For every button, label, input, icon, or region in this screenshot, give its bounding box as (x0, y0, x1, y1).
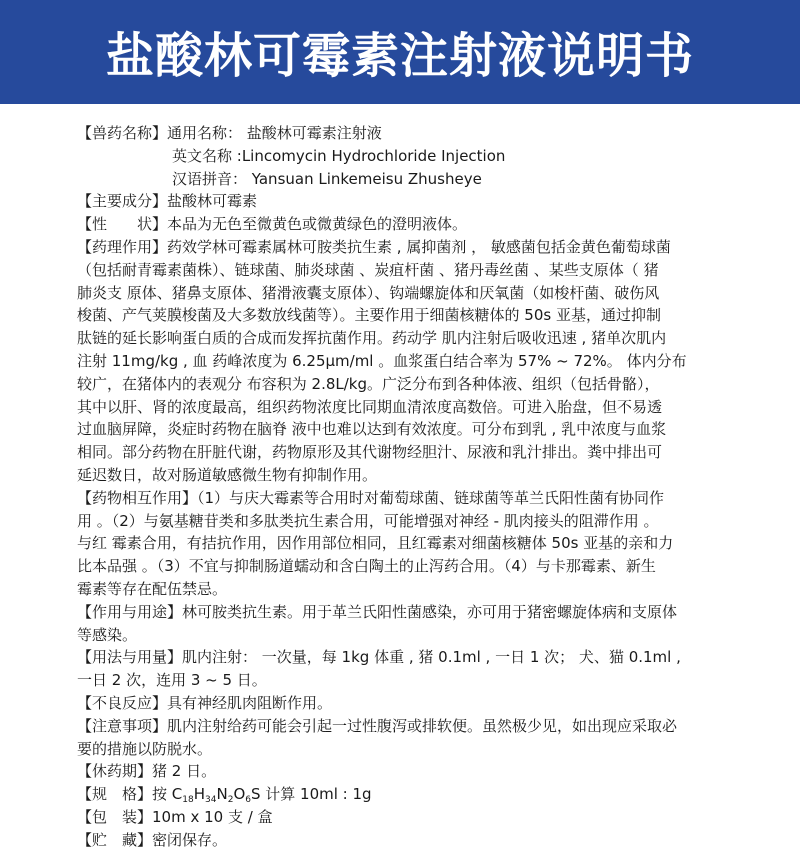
text-line: 肌内注射： 一次量，每 1kg 体重 , 猪 0.1ml , 一日 1 次； 犬、猫 0.1ml , (182, 648, 681, 667)
spec-suffix: 计算 10ml : 1g (260, 785, 372, 804)
text-line: 比本品强 。（3）不宜与抑制肠道蠕动和含白陶土的止泻药合用。（4）与卡那霉素、新生 (77, 557, 656, 576)
text-line: 肌内注射给药可能会引起一过性腹泻或排软便。虽然极少见，如出现应采取必 (167, 716, 678, 735)
section-label: 【作用与用途】 (77, 602, 183, 621)
text-line: 过血脑屏障，炎症时药物在脑脊 液中也难以达到有效浓度。可分布到乳 , 乳中浓度与血浆 (77, 420, 667, 439)
formula-subscript: 18 (182, 795, 194, 806)
formula-subscript: 34 (205, 795, 217, 806)
section-interactions (77, 487, 737, 601)
formula-subscript: 2 (227, 795, 234, 806)
text-line: 相同。部分药物在肝脏代谢，药物原形及其代谢物经胆汁、尿液和乳汁排出。粪中排出可 (77, 443, 663, 462)
section-text: 密闭保存。 (152, 830, 228, 849)
text-line: 梭菌、产气荚膜梭菌及大多数放线菌等）。主要作用于细菌核糖体的 50s 亚基，通过抑制 (77, 306, 661, 325)
section-ingredient (77, 190, 737, 213)
text-line: （1）与庆大霉素等合用时对葡萄球菌、链球菌等革兰氏阳性菌有协同作 (197, 488, 665, 507)
text-line: （包括耐青霉素菌株）、链球菌、肺炎球菌 、炭疽杆菌 、猪丹毒丝菌 、某些支原体（ 猪 (77, 260, 659, 279)
text-line: 药效学林可霉素属林可胺类抗生素 , 属抑菌剂 ， 敏感菌包括金黄色葡萄球菌 (167, 237, 671, 256)
pinyin-name: 汉语拼音： Yansuan Linkemeisu Zhusheye (172, 169, 482, 188)
page-title: 盐酸林可霉素注射液说明书 (105, 27, 694, 84)
section-adverse (77, 692, 737, 715)
section-label: 【药理作用】 (77, 237, 168, 256)
formula-element: C (171, 785, 183, 804)
text-line: 较广，在猪体内的表观分 布容积为 2.8L/kg。广泛分布到各种体液、组织（包括骨骼）， (77, 374, 660, 393)
section-text: 猪 2 日。 (152, 762, 217, 781)
text-line: 其中以肝、肾的浓度最高，组织药物浓度比同期血清浓度高数倍。可进入胎盘，但不易透 (77, 397, 663, 416)
section-text: 具有神经肌肉阻断作用。 (167, 693, 333, 712)
english-name: 英文名称 :Lincomycin Hydrochloride Injection (172, 146, 506, 165)
section-spec (77, 783, 737, 806)
text-line: 肽链的延长影响蛋白质的合成而发挥抗菌作用。药动学 肌内注射后吸收迅速 , 猪单次肌内 (77, 329, 667, 348)
document-body (77, 122, 737, 852)
section-appearance (77, 213, 737, 236)
section-precautions (77, 715, 737, 761)
section-label: 【药物相互作用】 (77, 488, 198, 507)
section-label: 【主要成分】 (77, 192, 168, 211)
section-pharmacology (77, 236, 737, 487)
text-line: 延迟数日，故对肠道敏感微生物有抑制作用。 (77, 465, 378, 484)
section-name (77, 122, 737, 190)
text-line: 等感染。 (77, 625, 138, 644)
section-label: 【兽药名称】 (77, 124, 168, 142)
section-label: 【规 格】 (77, 785, 153, 804)
formula-element: N (216, 785, 228, 804)
section-label: 【包 装】 (77, 807, 153, 826)
formula-element: H (193, 785, 206, 804)
section-label: 【注意事项】 (77, 716, 168, 735)
section-label: 【性 状】 (77, 215, 168, 234)
section-dosage (77, 646, 737, 692)
generic-name: 通用名称： 盐酸林可霉素注射液 (167, 124, 382, 142)
formula-subscript: 6 (245, 795, 251, 806)
formula-element: O (233, 785, 246, 804)
spec-prefix: 按 (152, 785, 172, 804)
text-line: 用 。（2）与氨基糖苷类和多肽类抗生素合用，可能增强对神经 - 肌肉接头的阻滞作用 。 (77, 511, 659, 530)
section-label: 【贮 藏】 (77, 830, 153, 849)
text-line: 林可胺类抗生素。用于革兰氏阳性菌感染，亦可用于猪密螺旋体病和支原体 (182, 602, 678, 621)
section-label: 【休药期】 (77, 762, 153, 781)
formula-element: S (250, 785, 261, 804)
section-storage (77, 829, 737, 852)
section-package (77, 806, 737, 829)
text-line: 要的措施以防脱水。 (77, 739, 213, 758)
section-text: 盐酸林可霉素 (167, 192, 258, 211)
text-line: 肺炎支 原体、猪鼻支原体、猪滑液囊支原体）、钩端螺旋体和厌氧菌（如梭杆菌、破伤风 (77, 283, 660, 302)
section-indications (77, 601, 737, 647)
section-text: 10m x 10 支 / 盒 (152, 807, 273, 826)
text-line: 一日 2 次，连用 3 ~ 5 日。 (77, 671, 267, 690)
text-line: 注射 11mg/kg , 血 药峰浓度为 6.25μm/ml 。血浆蛋白结合率为 57% ~ 72%。 体内分布 (77, 351, 687, 370)
text-line: 霉素等存在配伍禁忌。 (77, 579, 228, 598)
section-label: 【不良反应】 (77, 693, 168, 712)
title-banner (0, 0, 800, 104)
section-label: 【用法与用量】 (77, 648, 183, 667)
chemical-formula (171, 785, 261, 806)
section-text: 本品为无色至微黄色或微黄绿色的澄明液体。 (167, 215, 468, 234)
section-withdrawal (77, 760, 737, 783)
text-line: 与红 霉素合用，有拮抗作用，因作用部位相同，且红霉素对细菌核糖体 50s 亚基的亲和力 (77, 534, 674, 553)
